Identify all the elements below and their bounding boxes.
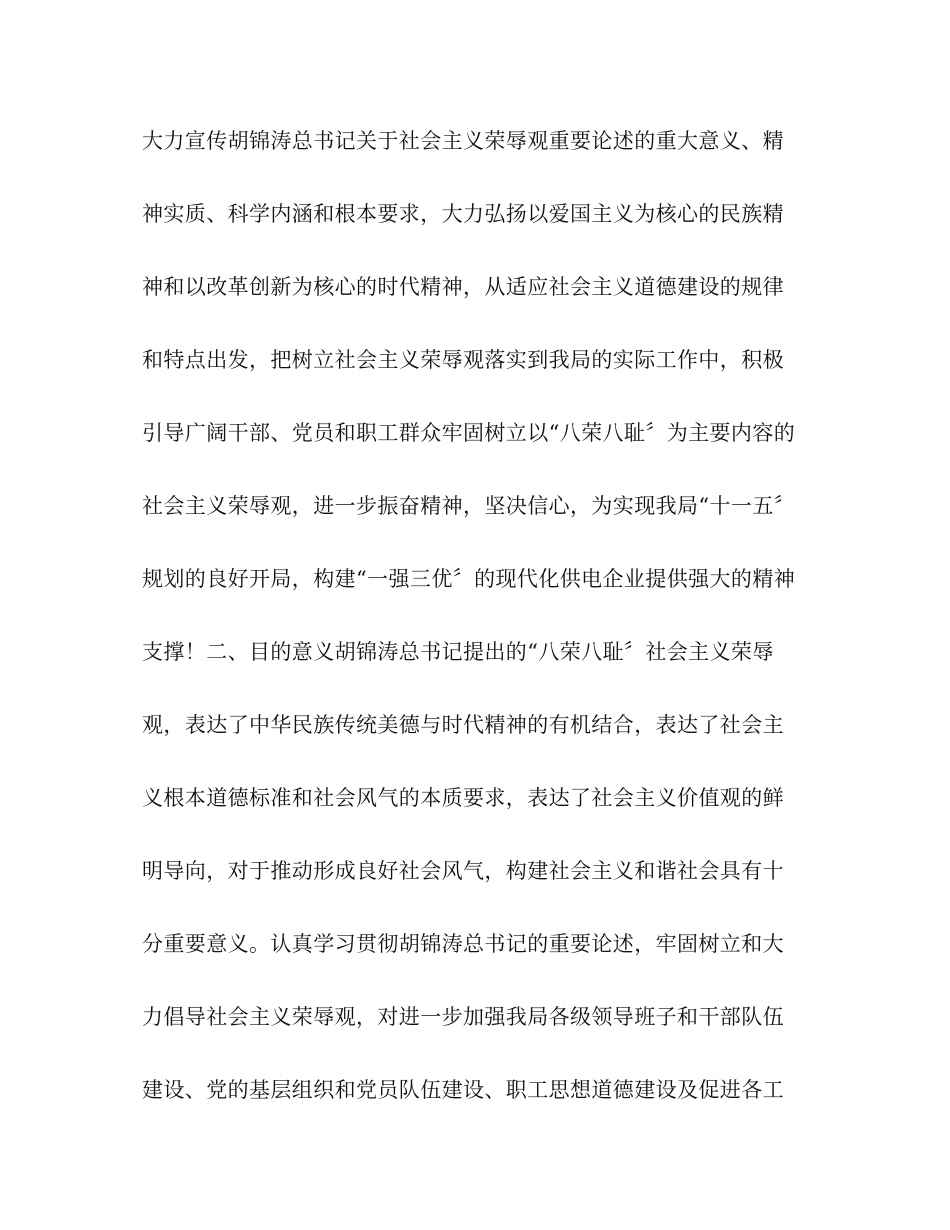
text-line: 义根本道德标准和社会风气的本质要求，表达了社会主义价值观的鲜	[142, 786, 784, 810]
text-line: 分重要意义。认真学习贯彻胡锦涛总书记的重要论述，牢固树立和大	[142, 932, 784, 956]
text-line: 明导向，对于推动形成良好社会风气，构建社会主义和谐社会具有十	[142, 859, 784, 883]
text-line: 神和以改革创新为核心的时代精神，从适应社会主义道德建设的规律	[142, 275, 784, 299]
text-line: 观，表达了中华民族传统美德与时代精神的有机结合，表达了社会主	[142, 713, 784, 737]
text-line: 建设、党的基层组织和党员队伍建设、职工思想道德建设及促进各工	[142, 1078, 784, 1102]
text-line: 支撑！二、目的意义胡锦涛总书记提出的“八荣八耻〞社会主义荣辱	[142, 640, 774, 664]
text-line: 大力宣传胡锦涛总书记关于社会主义荣辱观重要论述的重大意义、精	[142, 129, 784, 153]
text-line: 神实质、科学内涵和根本要求，大力弘扬以爱国主义为核心的民族精	[142, 202, 784, 226]
text-line: 规划的良好开局，构建“一强三优〞的现代化供电企业提供强大的精神	[142, 567, 796, 591]
text-line: 和特点出发，把树立社会主义荣辱观落实到我局的实际工作中，积极	[142, 348, 784, 372]
text-line: 力倡导社会主义荣辱观，对进一步加强我局各级领导班子和干部队伍	[142, 1005, 784, 1029]
text-line: 引导广阔干部、党员和职工群众牢固树立以“八荣八耻〞为主要内容的	[142, 421, 796, 445]
text-line: 社会主义荣辱观，进一步振奋精神，坚决信心，为实现我局“十一五〞	[142, 494, 796, 518]
